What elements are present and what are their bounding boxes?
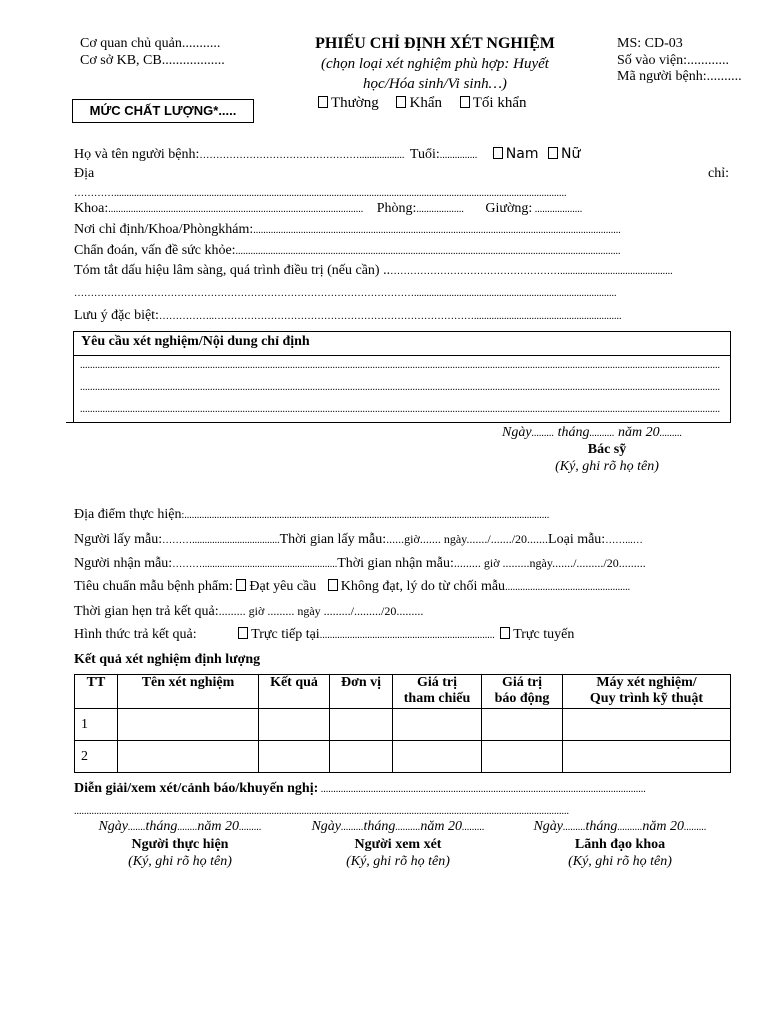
address-label-right: chỉ: (708, 166, 729, 181)
address-label-left: Địa (74, 166, 95, 181)
date-day-field[interactable]: ......... (563, 822, 586, 833)
cell-machine[interactable] (563, 709, 731, 741)
delivery-label: Hình thức trả kết quả: (74, 627, 197, 642)
doctor-date (502, 424, 682, 442)
checkbox-icon (396, 96, 406, 108)
collect-time-field[interactable]: ......giờ....... ngày......./......./20....... (386, 532, 549, 546)
date-year-label: năm 20 (420, 819, 463, 834)
signature-date (70, 818, 290, 836)
cell-test-name[interactable] (118, 709, 259, 741)
doctor-title: Bác sỹ (587, 442, 627, 457)
cell-alert[interactable] (482, 741, 563, 773)
appointment-label: Thời gian hẹn trả kết quả: (74, 604, 219, 619)
quality-level-box: MỨC CHẤT LƯỢNG*..... (72, 99, 254, 123)
delivery-direct[interactable] (238, 627, 320, 642)
cell-unit[interactable] (330, 709, 393, 741)
receiver-label: Người nhận mẫu: (74, 556, 173, 571)
criteria-ok-label: Đạt yêu cầu (249, 579, 317, 594)
doctor-sign-note: (Ký, ghi rõ họ tên) (555, 459, 659, 474)
signature-date (510, 818, 730, 836)
form-subtitle-1: (chọn loại xét nghiệm phù hợp: Huyết (321, 56, 549, 72)
age-label: Tuổi: (409, 147, 440, 162)
checkbox-icon (318, 96, 328, 108)
clinical-summary-field[interactable]: ……………………………………………............................................. (390, 266, 673, 277)
priority-options (318, 94, 526, 112)
appointment-row (74, 602, 734, 621)
gender-male-label: Nam (505, 146, 539, 162)
date-day-field[interactable]: ....... (128, 822, 146, 833)
priority-urgent[interactable] (396, 95, 442, 111)
signature-title: Người thực hiện (131, 837, 229, 852)
test-request-box (73, 331, 731, 423)
checkbox-icon (460, 96, 470, 108)
test-request-header: Yêu cầu xét nghiệm/Nội dung chỉ định (74, 332, 730, 356)
signature-reviewer (288, 818, 508, 870)
gender-female-label: Nữ (560, 146, 581, 162)
results-title: Kết quả xét nghiệm định lượng (74, 652, 261, 667)
clinical-summary-label: Tóm tắt dấu hiệu lâm sàng, quá trình điều trị (nếu cần) .. (74, 263, 391, 278)
date-year-field[interactable]: ......... (239, 822, 262, 833)
checkbox-icon (500, 627, 510, 639)
row-index: 1 (75, 709, 118, 741)
cell-result[interactable] (259, 741, 330, 773)
criteria-fail[interactable] (328, 579, 505, 594)
cell-reference[interactable] (393, 741, 482, 773)
interpretation-row (74, 780, 742, 799)
signature-title: Người xem xét (354, 837, 442, 852)
receive-time-label: Thời gian nhận mẫu: (337, 556, 454, 571)
col-index: TT (75, 675, 118, 709)
signature-title: Lãnh đạo khoa (574, 837, 666, 852)
checkbox-icon (328, 579, 338, 591)
interpretation-field[interactable]: .................................................................................................................................. (318, 784, 646, 795)
room-field[interactable]: ................... (416, 204, 464, 215)
delivery-direct-field[interactable]: ...................................................................... (319, 630, 495, 641)
cell-machine[interactable] (563, 741, 731, 773)
priority-normal[interactable] (318, 95, 379, 111)
cell-test-name[interactable] (118, 741, 259, 773)
date-month-field[interactable]: .......... (589, 428, 615, 439)
date-year-label: năm 20 (197, 819, 240, 834)
special-note-row (74, 307, 734, 326)
box-corner-line (66, 422, 74, 423)
date-year-field[interactable]: ......... (659, 428, 683, 439)
patient-name-row (74, 145, 734, 165)
special-note-label: Lưu ý đặc biệt: (74, 308, 159, 323)
receiver-field[interactable]: ………...................................................... (172, 559, 338, 570)
test-request-line-3[interactable]: ................................................................................................................................................................................................................................................................ (80, 404, 720, 415)
cell-alert[interactable] (482, 709, 563, 741)
ordering-row (74, 221, 734, 240)
checkbox-icon (548, 147, 558, 159)
col-test-name: Tên xét nghiệm (118, 675, 259, 709)
criteria-ok[interactable] (236, 579, 316, 594)
department-label: Khoa: (74, 201, 109, 216)
delivery-online-label: Trực tuyến (513, 627, 575, 642)
col-alert: Giá trị báo động (482, 675, 563, 709)
clinical-summary-field-2[interactable]: …………………………………………………………………………………………................................................................................. (74, 288, 617, 299)
signature-note: (Ký, ghi rõ họ tên) (128, 854, 232, 869)
form-title: PHIẾU CHỈ ĐỊNH XÉT NGHIỆM (315, 35, 555, 52)
interpretation-label: Diễn giải/xem xét/cảnh báo/khuyến nghị: (74, 781, 319, 796)
ordering-label: Nơi chỉ định/Khoa/Phòngkhám: (74, 222, 254, 237)
date-day-field[interactable]: ......... (341, 822, 364, 833)
date-month-field[interactable]: .......... (617, 822, 643, 833)
date-year-label: năm 20 (642, 819, 685, 834)
col-machine: Máy xét nghiệm/ Quy trình kỹ thuật (563, 675, 731, 709)
delivery-direct-label: Trực tiếp tại (251, 627, 320, 642)
sample-type-label: Loại mẫu: (548, 532, 606, 547)
cell-unit[interactable] (330, 741, 393, 773)
cell-reference[interactable] (393, 709, 482, 741)
date-year-field[interactable]: ......... (462, 822, 485, 833)
sample-type-field[interactable]: ……...… (605, 535, 643, 546)
bed-label: Giường: (485, 201, 533, 216)
checkbox-icon (493, 147, 503, 159)
appointment-field[interactable]: ......... giờ ......... ngày ........./........./20......... (218, 604, 424, 618)
diagnosis-field[interactable]: .......................................................................................................................................................... (235, 246, 621, 257)
signature-performer (70, 818, 290, 870)
date-day-label: Ngày (311, 819, 342, 834)
name-label: Họ và tên người bệnh: (74, 147, 200, 162)
location-row (74, 506, 734, 525)
signature-head-of-dept (510, 818, 730, 870)
collector-field[interactable]: ………................................... (162, 535, 280, 546)
facility-line: Cơ sở KB, CB.................. (80, 53, 225, 68)
test-request-line-1[interactable]: ................................................................................................................................................................................................................................................................ (80, 360, 720, 371)
priority-emergency-label: Tối khẩn (472, 95, 527, 111)
criteria-fail-field[interactable]: .................................................. (505, 582, 631, 593)
test-request-line-2[interactable]: ................................................................................................................................................................................................................................................................ (80, 382, 720, 393)
diagnosis-label: Chẩn đoán, vấn đề sức khỏe: (74, 243, 236, 258)
date-month-label: tháng (585, 819, 618, 834)
criteria-fail-label: Không đạt, lý do từ chối mẫu (340, 579, 506, 594)
form-code: MS: CD-03 (617, 36, 683, 51)
signature-note: (Ký, ghi rõ họ tên) (568, 854, 672, 869)
date-month-field[interactable]: .......... (395, 822, 421, 833)
delivery-online[interactable] (500, 627, 574, 642)
gender-female[interactable] (548, 146, 580, 162)
signature-note: (Ký, ghi rõ họ tên) (346, 854, 450, 869)
date-month-label: tháng (363, 819, 396, 834)
date-day-label: Ngày (502, 425, 532, 440)
date-year-label: năm 20 (617, 425, 660, 440)
table-row (75, 709, 731, 741)
date-month-label: tháng (145, 819, 178, 834)
col-result: Kết quả (259, 675, 330, 709)
age-field[interactable]: ............... (439, 150, 478, 161)
clinical-summary-row (74, 262, 734, 281)
collector-row (74, 530, 734, 550)
admission-number: Số vào viện:............ (617, 53, 729, 68)
criteria-label: Tiêu chuẩn mẫu bệnh phẩm: (74, 579, 233, 594)
date-month-field[interactable]: ........ (177, 822, 198, 833)
criteria-row (74, 578, 734, 597)
date-month-label: tháng (557, 425, 590, 440)
cell-result[interactable] (259, 709, 330, 741)
priority-urgent-label: Khẩn (409, 95, 442, 111)
col-reference: Giá trị tham chiếu (393, 675, 482, 709)
delivery-row (74, 626, 734, 645)
location-label: Địa điểm thực hiện (74, 507, 182, 522)
priority-emergency[interactable] (460, 95, 527, 111)
signature-date (288, 818, 508, 836)
gender-male[interactable] (493, 146, 539, 162)
collect-time-label: Thời gian lấy mẫu: (279, 532, 387, 547)
address-field[interactable]: …………..................................................................................................................................................................................... (74, 188, 567, 199)
date-day-label: Ngày (533, 819, 564, 834)
collector-label: Người lấy mẫu: (74, 532, 163, 547)
results-table (74, 674, 731, 773)
special-note-field[interactable]: ……………..……………………………………………………………………........................................................... (158, 311, 622, 322)
date-day-label: Ngày (98, 819, 129, 834)
col-unit: Đơn vị (330, 675, 393, 709)
results-header-row (75, 675, 731, 709)
patient-id: Mã người bệnh:.......... (617, 69, 742, 84)
department-field[interactable]: ...................................................................................................... (108, 204, 364, 215)
receive-time-field[interactable]: ......... giờ .........ngày......./........./20......... (453, 556, 646, 570)
interpretation-field-2[interactable]: ...................................................................................................................................................................................................... (74, 806, 569, 817)
checkbox-icon (238, 627, 248, 639)
agency-line: Cơ quan chủ quản........... (80, 36, 221, 51)
location-field[interactable]: :.................................................................................................................................................. (181, 510, 550, 521)
date-day-field[interactable]: ......... (531, 428, 555, 439)
diagnosis-row (74, 242, 734, 261)
name-field[interactable]: ………………………………………….................. (199, 150, 405, 161)
date-year-field[interactable]: ......... (684, 822, 707, 833)
room-label: Phòng: (376, 201, 417, 216)
receiver-row (74, 554, 734, 574)
checkbox-icon (236, 579, 246, 591)
department-row (74, 200, 734, 219)
form-subtitle-2: học/Hóa sinh/Vi sinh…) (363, 76, 507, 92)
priority-normal-label: Thường (331, 95, 379, 111)
row-index: 2 (75, 741, 118, 773)
table-row (75, 741, 731, 773)
ordering-field[interactable]: ................................................................................................................................................... (253, 225, 621, 236)
bed-field[interactable]: ................... (532, 204, 583, 215)
